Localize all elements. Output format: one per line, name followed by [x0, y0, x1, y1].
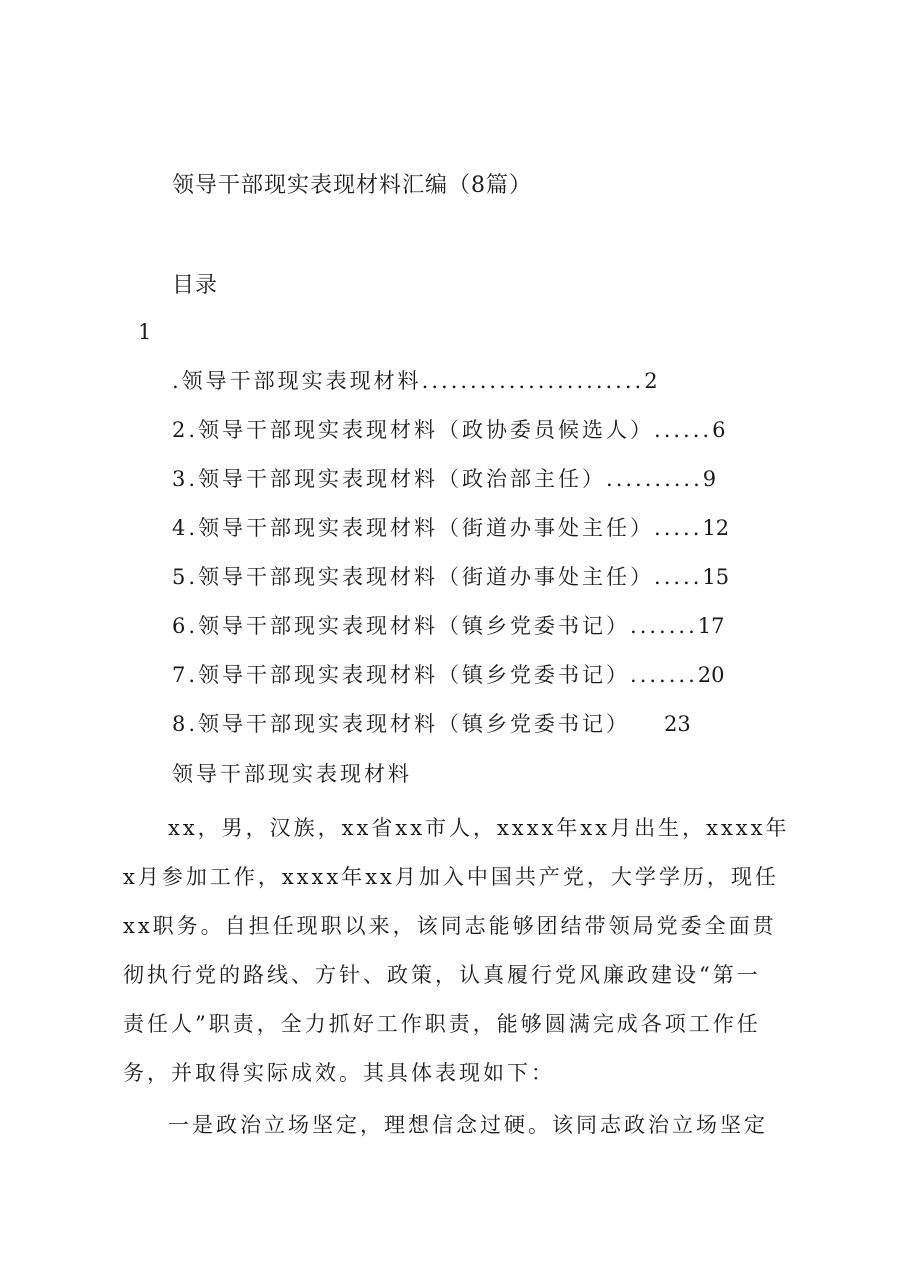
- toc-entry-text: 5.领导干部现实表现材料（街道办事处主任）.....: [172, 565, 703, 589]
- toc-entry-7[interactable]: [172, 658, 772, 707]
- toc-entry-4[interactable]: [172, 511, 772, 560]
- toc-entry-page: 2: [644, 369, 658, 393]
- paragraph-line: xx，男，汉族，xx省xx市人，xxxx年xx月出生，xxxx年: [168, 816, 790, 840]
- toc-entry-page: 17: [697, 614, 725, 638]
- toc-entry-page: 15: [702, 565, 730, 589]
- toc-entry-text: 6.领导干部现实表现材料（镇乡党委书记）.......: [172, 614, 698, 638]
- toc-entry-page: 6: [712, 418, 726, 442]
- paragraph-line: x月参加工作，xxxx年xx月加入中国共产党，大学学历，现任: [123, 865, 779, 889]
- section-title: 领导干部现实表现材料: [172, 762, 412, 786]
- toc-entry-text: 2.领导干部现实表现材料（政协委员候选人）......: [172, 418, 713, 442]
- paragraph-line: 务，并取得实际成效。其具体表现如下：: [123, 1061, 555, 1085]
- toc-entry-3[interactable]: [172, 462, 772, 511]
- toc-heading: 目录: [172, 273, 219, 298]
- paragraph-2: [123, 1101, 799, 1150]
- paragraph-line: 彻执行党的路线、方针、政策，认真履行党风廉政建设“第一: [123, 963, 761, 987]
- paragraph-1: [123, 804, 799, 1098]
- toc-entry-text: 4.领导干部现实表现材料（街道办事处主任）.....: [172, 516, 703, 540]
- toc-entry-text: 7.领导干部现实表现材料（镇乡党委书记）.......: [172, 663, 698, 687]
- toc-entry-page: 23: [664, 712, 691, 736]
- toc-entry-1[interactable]: [172, 364, 772, 413]
- toc-entry-2[interactable]: [172, 413, 772, 462]
- toc-first-number: 1: [138, 320, 152, 344]
- toc-entry-text: 3.领导干部现实表现材料（政治部主任）..........: [172, 467, 703, 491]
- toc-entry-8[interactable]: [172, 707, 772, 756]
- table-of-contents: [172, 364, 772, 756]
- toc-entry-page: 12: [702, 516, 730, 540]
- paragraph-line: xx职务。自担任现职以来，该同志能够团结带领局党委全面贯: [123, 914, 777, 938]
- paragraph-line: 责任人”职责，全力抓好工作职责，能够圆满完成各项工作任: [123, 1012, 761, 1036]
- paragraph-line: 一是政治立场坚定，理想信念过硬。该同志政治立场坚定: [168, 1113, 768, 1137]
- toc-entry-text: 8.领导干部现实表现材料（镇乡党委书记）: [172, 712, 631, 736]
- toc-entry-page: 20: [697, 663, 725, 687]
- toc-entry-6[interactable]: [172, 609, 772, 658]
- toc-entry-page: 9: [702, 467, 717, 491]
- toc-entry-text: .领导干部现实表现材料.......................: [172, 369, 645, 393]
- toc-entry-5[interactable]: [172, 560, 772, 609]
- document-title: 领导干部现实表现材料汇编（8篇）: [172, 173, 532, 198]
